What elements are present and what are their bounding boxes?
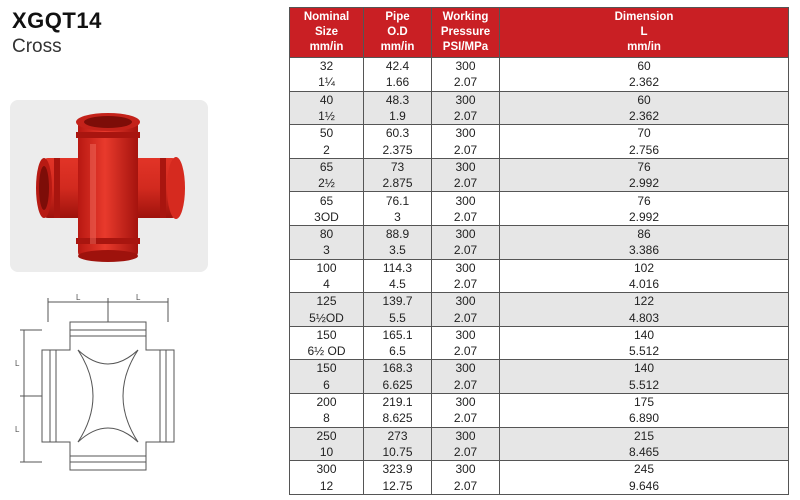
cell-nominal-size: 8 — [290, 410, 364, 427]
table-row — [290, 242, 789, 259]
cell-pipe-od: 10.75 — [364, 444, 432, 461]
cell-dimension-l: 140 — [500, 326, 789, 343]
cell-nominal-size: 4 — [290, 276, 364, 293]
cell-working-pressure: 300 — [432, 427, 500, 444]
cell-nominal-size: 6½ OD — [290, 343, 364, 360]
cell-working-pressure: 2.07 — [432, 477, 500, 494]
table-row — [290, 360, 789, 377]
dim-label-top-left: L — [76, 293, 81, 302]
cell-dimension-l: 60 — [500, 91, 789, 108]
cell-dimension-l: 6.890 — [500, 410, 789, 427]
cell-working-pressure: 300 — [432, 158, 500, 175]
cell-dimension-l: 2.992 — [500, 209, 789, 226]
cell-pipe-od: 8.625 — [364, 410, 432, 427]
table-row — [290, 175, 789, 192]
cell-dimension-l: 3.386 — [500, 242, 789, 259]
table-row — [290, 326, 789, 343]
cell-pipe-od: 273 — [364, 427, 432, 444]
table-header-row — [290, 8, 789, 58]
table-row — [290, 293, 789, 310]
cell-dimension-l: 70 — [500, 125, 789, 142]
cell-dimension-l: 60 — [500, 58, 789, 75]
table-row — [290, 192, 789, 209]
cell-nominal-size: 150 — [290, 360, 364, 377]
dim-label-top-right: L — [136, 293, 141, 302]
dimension-table — [289, 7, 789, 495]
cell-working-pressure: 300 — [432, 91, 500, 108]
cell-pipe-od: 4.5 — [364, 276, 432, 293]
table-row — [290, 158, 789, 175]
product-name: Cross — [12, 36, 62, 57]
header-working-pressure: Working Pressure PSI/MPa — [432, 8, 500, 58]
cell-pipe-od: 2.875 — [364, 175, 432, 192]
cell-pipe-od: 12.75 — [364, 477, 432, 494]
cell-nominal-size: 80 — [290, 225, 364, 242]
table-row — [290, 108, 789, 125]
cell-working-pressure: 300 — [432, 259, 500, 276]
cell-pipe-od: 1.66 — [364, 74, 432, 91]
cell-pipe-od: 139.7 — [364, 293, 432, 310]
cell-pipe-od: 6.625 — [364, 377, 432, 394]
table-row — [290, 276, 789, 293]
table-row — [290, 225, 789, 242]
table-row — [290, 393, 789, 410]
cell-dimension-l: 76 — [500, 192, 789, 209]
cell-dimension-l: 2.362 — [500, 74, 789, 91]
header-pipe-od: Pipe O.D mm/in — [364, 8, 432, 58]
cell-nominal-size: 2 — [290, 141, 364, 158]
cell-pipe-od: 48.3 — [364, 91, 432, 108]
table-row — [290, 91, 789, 108]
cell-nominal-size: 3 — [290, 242, 364, 259]
cell-pipe-od: 60.3 — [364, 125, 432, 142]
table-row — [290, 343, 789, 360]
cell-pipe-od: 88.9 — [364, 225, 432, 242]
table-row — [290, 377, 789, 394]
cell-working-pressure: 2.07 — [432, 74, 500, 91]
cell-dimension-l: 5.512 — [500, 377, 789, 394]
table-row — [290, 477, 789, 494]
cell-pipe-od: 5.5 — [364, 309, 432, 326]
cell-working-pressure: 300 — [432, 360, 500, 377]
cell-working-pressure: 2.07 — [432, 209, 500, 226]
technical-drawing — [12, 292, 204, 492]
cell-dimension-l: 122 — [500, 293, 789, 310]
cell-nominal-size: 6 — [290, 377, 364, 394]
cell-pipe-od: 219.1 — [364, 393, 432, 410]
cell-working-pressure: 300 — [432, 293, 500, 310]
cell-pipe-od: 73 — [364, 158, 432, 175]
table-row — [290, 74, 789, 91]
cell-nominal-size: 40 — [290, 91, 364, 108]
cell-working-pressure: 2.07 — [432, 309, 500, 326]
cell-pipe-od: 76.1 — [364, 192, 432, 209]
dim-label-left-bottom: L — [15, 425, 20, 434]
cell-dimension-l: 215 — [500, 427, 789, 444]
cell-nominal-size: 100 — [290, 259, 364, 276]
cell-dimension-l: 140 — [500, 360, 789, 377]
cell-pipe-od: 165.1 — [364, 326, 432, 343]
cell-dimension-l: 8.465 — [500, 444, 789, 461]
cell-dimension-l: 2.992 — [500, 175, 789, 192]
cell-working-pressure: 2.07 — [432, 141, 500, 158]
cell-working-pressure: 300 — [432, 192, 500, 209]
cell-pipe-od: 168.3 — [364, 360, 432, 377]
cell-dimension-l: 4.016 — [500, 276, 789, 293]
table-row — [290, 125, 789, 142]
cell-dimension-l: 2.362 — [500, 108, 789, 125]
cell-nominal-size: 250 — [290, 427, 364, 444]
cell-pipe-od: 323.9 — [364, 461, 432, 478]
table-row — [290, 209, 789, 226]
cell-pipe-od: 2.375 — [364, 141, 432, 158]
cell-nominal-size: 200 — [290, 393, 364, 410]
cell-pipe-od: 6.5 — [364, 343, 432, 360]
table-row — [290, 410, 789, 427]
product-photo — [10, 100, 208, 272]
header-dimension-l: Dimension L mm/in — [500, 8, 789, 58]
cell-nominal-size: 5½OD — [290, 309, 364, 326]
cell-dimension-l: 86 — [500, 225, 789, 242]
cell-nominal-size: 12 — [290, 477, 364, 494]
table-row — [290, 58, 789, 75]
cell-working-pressure: 300 — [432, 326, 500, 343]
cell-dimension-l: 4.803 — [500, 309, 789, 326]
cell-pipe-od: 42.4 — [364, 58, 432, 75]
table-row — [290, 444, 789, 461]
cell-pipe-od: 3.5 — [364, 242, 432, 259]
cell-nominal-size: 32 — [290, 58, 364, 75]
cell-working-pressure: 2.07 — [432, 343, 500, 360]
cell-dimension-l: 2.756 — [500, 141, 789, 158]
cell-dimension-l: 102 — [500, 259, 789, 276]
cell-working-pressure: 2.07 — [432, 276, 500, 293]
table-row — [290, 427, 789, 444]
cell-working-pressure: 300 — [432, 225, 500, 242]
cell-working-pressure: 2.07 — [432, 175, 500, 192]
cross-fitting-image — [10, 100, 208, 272]
cell-dimension-l: 175 — [500, 393, 789, 410]
cell-dimension-l: 245 — [500, 461, 789, 478]
cell-nominal-size: 10 — [290, 444, 364, 461]
cell-nominal-size: 2½ — [290, 175, 364, 192]
cell-nominal-size: 150 — [290, 326, 364, 343]
product-code: XGQT14 — [12, 8, 102, 33]
cell-dimension-l: 9.646 — [500, 477, 789, 494]
cell-nominal-size: 65 — [290, 192, 364, 209]
cell-working-pressure: 2.07 — [432, 242, 500, 259]
cell-working-pressure: 2.07 — [432, 410, 500, 427]
table-row — [290, 141, 789, 158]
dim-label-left-top: L — [15, 359, 20, 368]
cell-working-pressure: 300 — [432, 125, 500, 142]
table-row — [290, 309, 789, 326]
cell-nominal-size: 50 — [290, 125, 364, 142]
cell-working-pressure: 300 — [432, 58, 500, 75]
cell-nominal-size: 125 — [290, 293, 364, 310]
cell-working-pressure: 2.07 — [432, 108, 500, 125]
cell-working-pressure: 2.07 — [432, 377, 500, 394]
cell-pipe-od: 3 — [364, 209, 432, 226]
cell-dimension-l: 5.512 — [500, 343, 789, 360]
cell-nominal-size: 1½ — [290, 108, 364, 125]
cell-nominal-size: 300 — [290, 461, 364, 478]
table-row — [290, 259, 789, 276]
cell-working-pressure: 2.07 — [432, 444, 500, 461]
cell-nominal-size: 1¼ — [290, 74, 364, 91]
cell-pipe-od: 1.9 — [364, 108, 432, 125]
table-row — [290, 461, 789, 478]
cell-nominal-size: 65 — [290, 158, 364, 175]
cell-nominal-size: 3OD — [290, 209, 364, 226]
cell-pipe-od: 114.3 — [364, 259, 432, 276]
cell-dimension-l: 76 — [500, 158, 789, 175]
cell-working-pressure: 300 — [432, 393, 500, 410]
cell-working-pressure: 300 — [432, 461, 500, 478]
header-nominal-size: Nominal Size mm/in — [290, 8, 364, 58]
